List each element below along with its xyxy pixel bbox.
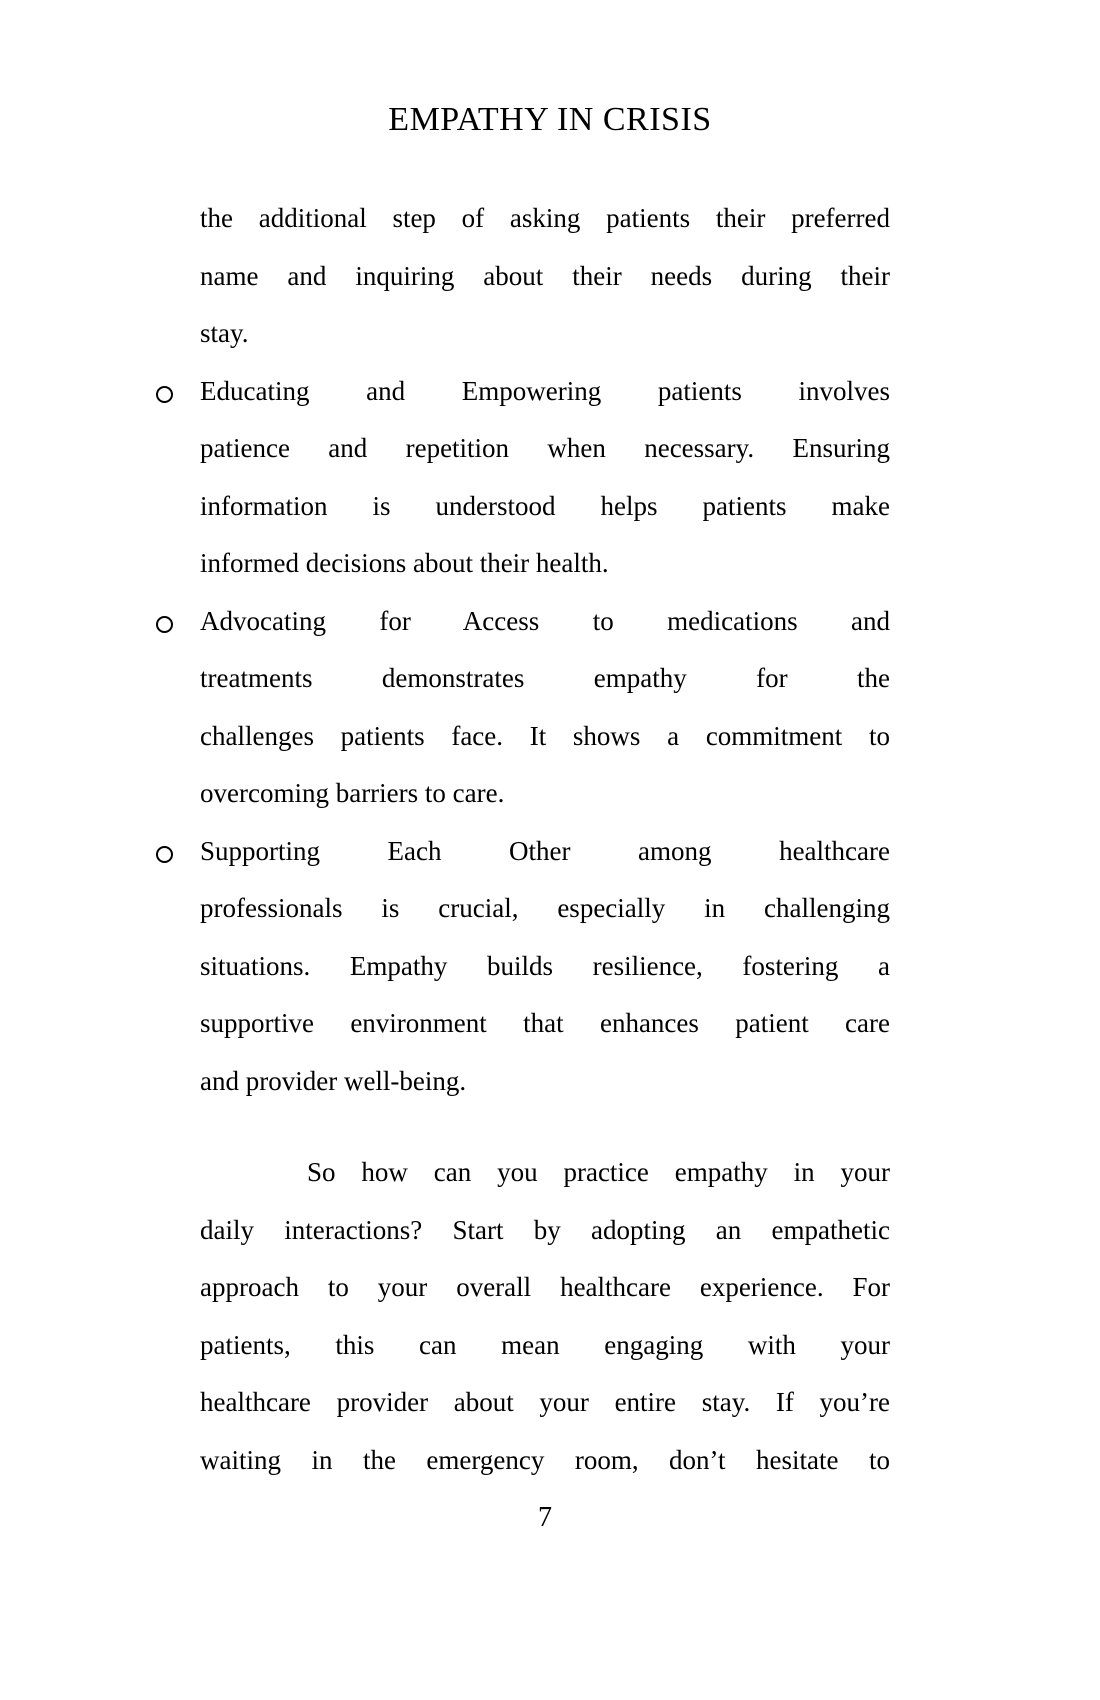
- page-number: 7: [538, 1502, 552, 1533]
- text-line: supportive environment that enhances patient care: [200, 1008, 890, 1038]
- text-line: information is understood helps patients make: [200, 490, 890, 521]
- text-line: Supporting Each Other among healthcare: [200, 835, 890, 866]
- circle-bullet-icon: [156, 386, 173, 403]
- bullet-item-educating: [200, 363, 890, 593]
- circle-bullet-icon: [156, 846, 173, 863]
- text-line: the additional step of asking patients their preferred: [200, 203, 890, 233]
- text-line: informed decisions about their health.: [200, 548, 609, 578]
- bullet-item-advocating: [200, 593, 890, 823]
- text-line: name and inquiring about their needs during their: [200, 260, 890, 291]
- text-line: and provider well-being.: [200, 1065, 467, 1096]
- text-line: healthcare provider about your entire stay. If you’re: [200, 1387, 890, 1417]
- text-line: overcoming barriers to care.: [200, 778, 505, 808]
- text-line: approach to your overall healthcare experience. For: [200, 1272, 890, 1302]
- circle-bullet-icon: [156, 616, 173, 633]
- text-line: situations. Empathy builds resilience, fostering a: [200, 950, 890, 981]
- text-line: waiting in the emergency room, don’t hesitate to: [200, 1444, 890, 1475]
- page-title: EMPATHY IN CRISIS: [388, 101, 712, 138]
- text-line: Educating and Empowering patients involves: [200, 375, 890, 406]
- text-line: patience and repetition when necessary. Ensuring: [200, 433, 890, 463]
- text-line: challenges patients face. It shows a commitment to: [200, 720, 890, 751]
- paragraph-intro: [200, 190, 890, 363]
- text-line: So how can you practice empathy in your: [307, 1157, 890, 1187]
- text-line: daily interactions? Start by adopting an empathetic: [200, 1214, 890, 1245]
- text-line: patients, this can mean engaging with your: [200, 1329, 890, 1360]
- paragraph-closing: [200, 1144, 890, 1489]
- text-line: treatments demonstrates empathy for the: [200, 663, 890, 693]
- bullet-item-supporting: [200, 823, 890, 1111]
- text-line: stay.: [200, 318, 249, 348]
- body-text-block: [200, 190, 890, 1489]
- text-line: professionals is crucial, especially in challenging: [200, 893, 890, 923]
- text-line: Advocating for Access to medications and: [200, 605, 890, 636]
